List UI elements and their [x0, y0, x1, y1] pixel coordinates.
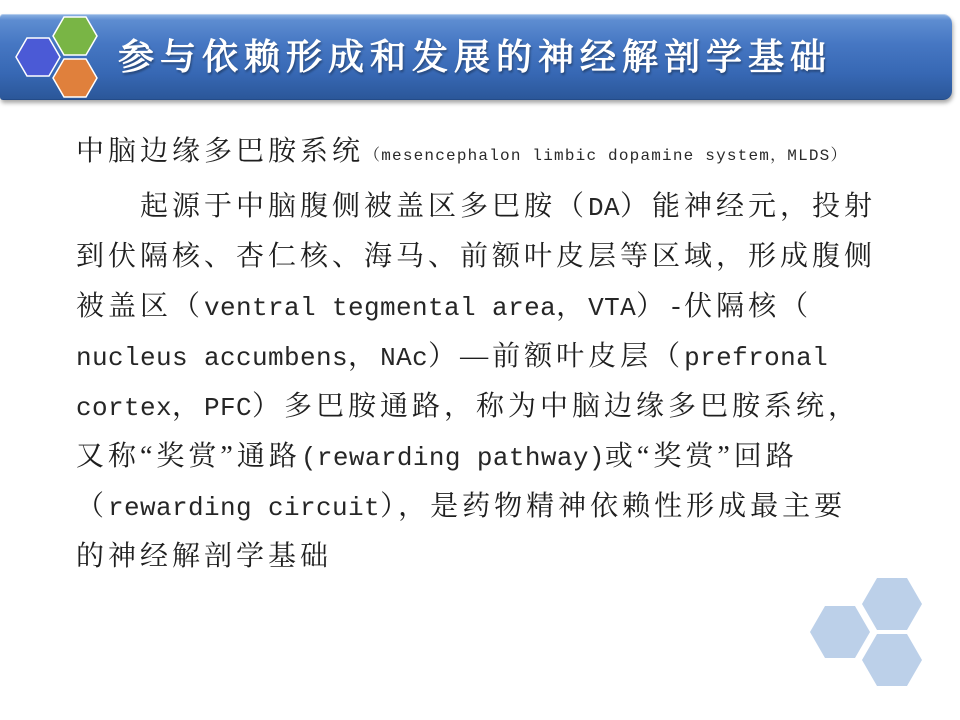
latin-text-run: -: [668, 293, 685, 323]
text-run: 起源于中脑腹侧被盖区多巴胺（: [140, 191, 589, 222]
text-run: 的神经解剖学基础: [76, 541, 333, 572]
paragraph-line: [76, 182, 876, 232]
text-run: ）能神经元，投射: [620, 191, 877, 222]
paragraph-line: [76, 482, 876, 532]
text-run: ）—前额叶皮层（: [428, 341, 685, 372]
latin-text-run: rewarding circuit: [108, 493, 381, 523]
text-run: ，: [348, 341, 381, 372]
section-heading-english: （mesencephalon limbic dopamine system，MLDS）: [364, 147, 848, 165]
section-heading: [76, 127, 848, 177]
latin-text-run: (rewarding pathway): [300, 443, 605, 473]
latin-text-run: VTA: [588, 293, 637, 323]
corner-hexagons-icon: [800, 560, 930, 700]
latin-text-run: cortex: [76, 393, 173, 423]
text-run: （: [76, 491, 109, 522]
body-paragraph: [76, 182, 876, 582]
paragraph-line: [76, 432, 876, 482]
latin-text-run: DA: [588, 193, 621, 223]
paragraph-line: [76, 382, 876, 432]
text-run: ），是药物精神依赖性形成最主要: [380, 491, 847, 522]
section-heading-chinese: 中脑边缘多巴胺系统: [76, 136, 365, 167]
text-run: ，: [556, 291, 589, 322]
paragraph-line: [76, 282, 876, 332]
text-run: 伏隔核（: [684, 291, 813, 322]
title-bar: [0, 14, 952, 100]
latin-text-run: NAc: [380, 343, 429, 373]
green-hexagon: [53, 17, 97, 55]
latin-text-run: PFC: [204, 393, 253, 423]
latin-text-run: ventral tegmental area: [204, 293, 557, 323]
light-hexagon-left: [810, 606, 870, 658]
paragraph-line: [76, 232, 876, 282]
text-run: 到伏隔核、杏仁核、海马、前额叶皮层等区域，形成腹侧: [76, 241, 877, 272]
blue-hexagon: [16, 38, 60, 76]
latin-text-run: nucleus accumbens: [76, 343, 349, 373]
light-hexagon-top: [862, 578, 922, 630]
slide-title: 参与依赖形成和发展的神经解剖学基础: [118, 36, 833, 77]
text-run: ）: [636, 291, 669, 322]
latin-text-run: prefronal: [684, 343, 829, 373]
text-run: 被盖区（: [76, 291, 205, 322]
paragraph-line: [76, 332, 876, 382]
text-run: ）多巴胺通路，称为中脑边缘多巴胺系统，: [252, 391, 861, 422]
paragraph-line: [76, 532, 876, 582]
text-run: 又称“奖赏”通路: [76, 441, 301, 472]
orange-hexagon: [53, 59, 97, 97]
light-hexagon-bottom: [862, 634, 922, 686]
hexagon-emblem-icon: [0, 0, 110, 110]
text-run: 或“奖赏”回路: [604, 441, 798, 472]
text-run: ，: [172, 391, 205, 422]
